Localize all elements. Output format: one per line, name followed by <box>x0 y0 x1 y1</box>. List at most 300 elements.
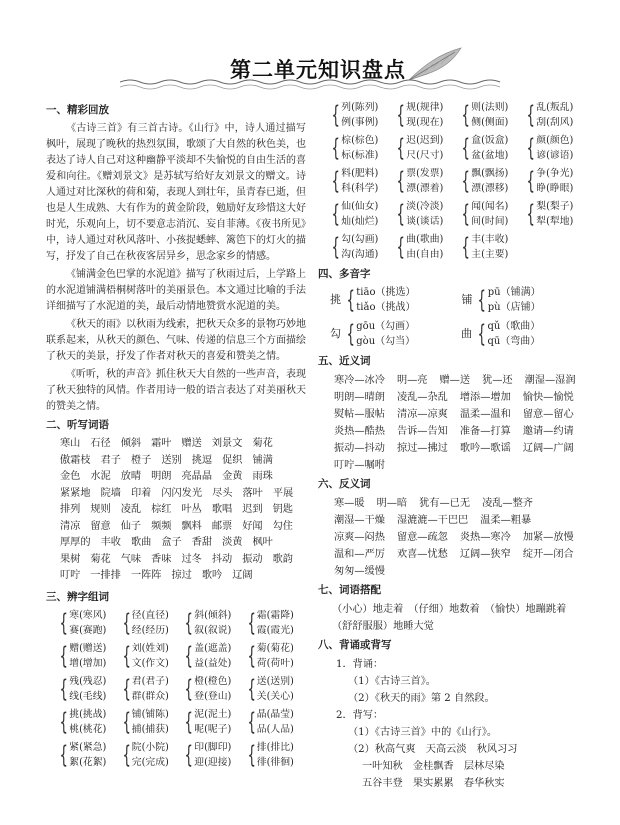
brace-icon: { <box>396 233 405 261</box>
dictation-word: 棕红 <box>151 504 172 515</box>
synonym-list <box>318 372 588 474</box>
char-pair-word: 霜(霜降) <box>256 609 294 621</box>
dictation-word: 石径 <box>90 438 111 449</box>
char-pair <box>328 166 393 196</box>
brace-icon: { <box>121 707 131 736</box>
collocation-line: （小心）地走着 （仔细）地数着 （愉快）地蹦跳着 <box>332 604 567 615</box>
char-pair-grid-left <box>46 608 306 770</box>
char-pair-word: 淡(冷淡) <box>406 201 444 212</box>
review-paragraph: 《古诗三首》有三首古诗。《山行》中，诗人通过描写枫叶，展现了晚秋的热烈氛围，歌颂了大自然的秋色美，也表达了诗人自己对这种幽静平淡却不失愉悦的自由生活的喜爱和向往。《赠刘景文》是苏轼写给好友刘景文的赠文。诗人通过对比深秋的荷和菊，表现人到壮年，虽青春已逝，但也是人生成熟、大有作为的黄金阶段，勉励好友珍惜这大好时光，乐观向上，切不要意志消沉、妄自菲薄。《夜书所见》中，诗人通过对秋风落叶、小孩捉蟋蟀、篱笆下的灯火的描写，抒发了自己在秋夜客居异乡，思念家乡的情感。 <box>46 123 306 262</box>
char-pair <box>244 641 307 671</box>
char-pair-word: 桃(桃花) <box>69 723 107 735</box>
brace-icon: { <box>59 674 68 703</box>
polyphone-char: 勾 <box>330 327 341 340</box>
char-pair-items <box>341 133 378 163</box>
char-pair-items <box>194 641 231 671</box>
char-pair-word: 由(自由) <box>406 249 444 260</box>
char-pair-word: 争(争光) <box>536 168 574 179</box>
recite-item: （1）《古诗三首》。 <box>348 676 436 687</box>
dictation-word: 铺满 <box>252 454 273 466</box>
brace-icon: { <box>246 608 256 637</box>
dictation-word: 橙子 <box>130 454 152 466</box>
dictation-word: 赠送 <box>181 438 202 449</box>
char-pair-word: 丰(丰收) <box>471 234 509 245</box>
char-pair-word: 谈(谈话) <box>406 216 444 227</box>
brace-icon: { <box>246 674 256 703</box>
brace-icon: { <box>246 641 256 670</box>
dictation-word: 淡黄 <box>222 537 243 548</box>
char-pair <box>181 608 244 638</box>
char-pair <box>393 100 458 130</box>
char-pair-word: 荷(荷叶) <box>256 657 294 669</box>
char-pair-word: 料(肥料) <box>341 168 379 179</box>
char-pair-word: 寒(寒风) <box>69 609 107 621</box>
dictation-word: 明朗 <box>151 471 172 482</box>
write-item: （2）秋高气爽 天高云淡 秋风习习 <box>348 744 518 755</box>
char-pair-word: 刮(刮风) <box>536 117 574 128</box>
char-pair-word: 捕(捕获) <box>131 723 169 735</box>
char-pair-items <box>132 674 169 704</box>
char-pair <box>119 608 182 638</box>
char-pair-word: 睁(睁眼) <box>536 183 574 194</box>
char-pair-items <box>194 740 231 770</box>
dictation-word: 抖动 <box>211 553 233 565</box>
antonym-list <box>318 495 588 580</box>
char-pair-items <box>536 166 573 196</box>
section-heading-review: 一、精彩回放 <box>46 104 109 116</box>
char-pair-items <box>69 674 106 704</box>
dictation-word: 菊花 <box>252 438 273 449</box>
antonym-pair: 潮湿—干燥 <box>334 515 385 526</box>
review-paragraph: 《秋天的雨》以秋雨为线索，把秋天众多的景物巧妙地联系起来，从秋天的颜色、气味、传递的信息三个方面描绘了秋天的美景，抒发了作者对秋天的喜爱和赞美之情。 <box>46 319 306 362</box>
brace-icon: { <box>461 101 470 129</box>
dictation-word: 霜叶 <box>151 438 172 449</box>
polyphone-readings <box>487 319 540 349</box>
char-pair-word: 主(主要) <box>471 249 509 260</box>
char-pair-word: 迎(迎接) <box>194 756 232 768</box>
char-pair-word: 关(关心) <box>256 690 294 702</box>
dictation-word: 闪闪发光 <box>161 487 203 499</box>
char-pair-word: 送(送别) <box>256 675 294 687</box>
synonym-pair: 振动—抖动 <box>334 443 385 454</box>
char-pair-word: 斜(倾斜) <box>194 609 232 621</box>
char-pair-word: 盒(饭盒) <box>471 135 509 146</box>
brace-icon: { <box>184 608 193 637</box>
char-pair <box>56 674 119 704</box>
polyphone-readings <box>488 285 541 315</box>
dictation-word: 香甜 <box>191 537 213 548</box>
brace-icon: { <box>246 707 256 736</box>
brace-icon: { <box>331 233 340 261</box>
char-pair-word: 院(小院) <box>131 741 169 753</box>
synonym-pair: 邀请—约请 <box>522 426 574 437</box>
char-pair-word: 票(发票) <box>406 168 444 179</box>
char-pair-word: 则(法则) <box>471 102 509 113</box>
antonym-pair: 温和—严厉 <box>334 549 385 560</box>
char-pair-word: 乱(叛乱) <box>536 102 574 113</box>
char-pair-word: 棕(棕色) <box>341 135 379 146</box>
polyphone-char: 曲 <box>461 327 473 340</box>
antonym-pair: 寒—暖 <box>334 498 365 509</box>
review-paragraph: 《听听，秋的声音》抓住秋天大自然的一些声音，表现了秋天独特的风情。作者用诗一般的语言表达了对美丽秋天的赞美之情。 <box>46 369 306 412</box>
char-pair-word: 叙(叙说) <box>194 624 232 636</box>
char-pair-word: 规(规律) <box>406 102 444 113</box>
brace-icon: { <box>396 167 405 195</box>
char-pair-word: 列(陈列) <box>341 102 379 113</box>
char-pair-items <box>536 100 573 130</box>
dictation-word: 清凉 <box>60 520 81 532</box>
char-pair <box>181 707 244 737</box>
synonym-pair: 告诉—告知 <box>396 426 448 437</box>
polyphone-char: 铺 <box>461 293 473 306</box>
dictation-word: 菊花 <box>90 553 111 565</box>
dictation-word: 平展 <box>272 487 294 499</box>
char-pair-items <box>257 608 294 638</box>
polyphone-reading: pū（铺满） <box>487 287 541 298</box>
char-pair-items <box>471 199 508 229</box>
recite-item: （2）《秋天的雨》第 2 自然段。 <box>348 693 495 704</box>
brace-icon: { <box>526 134 535 162</box>
char-pair-word: 絮(花絮) <box>69 756 107 768</box>
char-pair <box>244 707 307 737</box>
dictation-word: 一排排 <box>90 570 121 581</box>
char-pair-word: 曲(歌曲) <box>406 234 444 245</box>
char-pair-word: 标(标准) <box>341 150 379 161</box>
char-pair-items <box>406 232 443 262</box>
char-pair <box>393 166 458 196</box>
brace-icon: { <box>526 200 535 228</box>
brace-icon: { <box>331 134 340 162</box>
brace-icon: { <box>184 740 193 769</box>
brace-icon: { <box>461 167 470 195</box>
synonym-pair: 炎热—酷热 <box>334 426 385 437</box>
char-pair-word: 颜(颜色) <box>536 135 574 146</box>
char-pair-items <box>194 608 231 638</box>
char-pair-items <box>341 199 378 229</box>
char-pair <box>328 232 393 262</box>
char-pair <box>523 199 588 229</box>
char-pair <box>181 641 244 671</box>
char-pair-word: 泥(泥土) <box>194 708 232 720</box>
dictation-word: 气味 <box>120 553 142 565</box>
char-pair <box>458 133 523 163</box>
polyphone-item <box>461 319 540 349</box>
char-pair-word: 仙(仙女) <box>341 201 379 212</box>
dictation-word: 傲霜枝 <box>60 454 91 466</box>
brace-icon: { <box>526 101 535 129</box>
dictation-word: 规则 <box>90 504 111 515</box>
brace-icon: { <box>346 286 355 314</box>
polyphone-reading: tiǎo（挑战） <box>356 302 416 313</box>
char-pair-word: 群(群众) <box>131 690 169 702</box>
char-pair <box>523 100 588 130</box>
antonym-pair: 凌乱—整齐 <box>482 498 533 509</box>
dictation-word: 歌吟 <box>201 570 223 581</box>
char-pair-word: 晶(晶莹) <box>256 708 294 720</box>
char-pair <box>119 707 182 737</box>
char-pair-word: 沟(沟通) <box>341 249 379 260</box>
dictation-word: 印着 <box>130 487 152 499</box>
brace-icon: { <box>121 740 131 769</box>
dictation-word: 院墙 <box>100 487 121 499</box>
polyphone-item <box>461 285 540 315</box>
brace-icon: { <box>59 641 68 670</box>
dictation-word: 邮票 <box>211 520 233 532</box>
brace-icon: { <box>331 101 340 129</box>
dictation-word: 过冬 <box>181 553 202 565</box>
brace-icon: { <box>331 200 340 228</box>
char-pair-word: 赛(赛跑) <box>69 624 107 636</box>
dictation-word: 促织 <box>222 454 243 466</box>
synonym-pair: 歌吟—歌谣 <box>459 443 511 454</box>
polyphone-row <box>318 285 588 315</box>
char-pair-items <box>132 740 169 770</box>
synonym-pair: 明—亮 <box>396 375 428 386</box>
dictation-word: 紧紧地 <box>60 487 91 499</box>
dictation-word: 刘景文 <box>211 438 243 449</box>
char-pair-word: 文(作文) <box>131 657 169 669</box>
char-pair-items <box>194 674 231 704</box>
synonym-pair: 增添—增加 <box>459 392 511 403</box>
brace-icon: { <box>396 200 405 228</box>
dictation-word: 掠过 <box>171 570 192 581</box>
brace-icon: { <box>121 641 131 670</box>
char-pair-word: 飘(飘扬) <box>471 168 509 179</box>
char-pair <box>393 133 458 163</box>
dictation-word: 飘料 <box>181 520 202 532</box>
synonym-pair: 叮咛—嘱咐 <box>334 460 385 471</box>
synonym-pair: 熨帖—服帖 <box>334 409 385 420</box>
section-heading-polyphones: 四、多音字 <box>318 268 371 280</box>
char-pair <box>328 100 393 130</box>
polyphone-char: 挑 <box>330 293 341 306</box>
char-pair <box>119 674 182 704</box>
antonym-pair: 凉爽—闷热 <box>334 532 385 543</box>
char-pair-word: 铺(铺陈) <box>131 708 169 720</box>
brace-icon: { <box>121 608 131 637</box>
brace-icon: { <box>477 286 487 314</box>
char-pair <box>393 199 458 229</box>
dictation-word: 振动 <box>242 553 263 565</box>
char-pair <box>393 232 458 262</box>
antonym-pair: 留意—疏忽 <box>396 532 448 543</box>
dictation-word: 钥匙 <box>272 504 293 515</box>
dictation-word: 金色 <box>60 471 81 482</box>
write-item: 五谷丰登 果实累累 春华秋实 <box>362 778 505 789</box>
char-pair-word: 霞(霞光) <box>256 624 294 636</box>
char-pair <box>181 740 244 770</box>
brace-icon: { <box>461 200 470 228</box>
char-pair-word: 科(科学) <box>341 183 379 194</box>
section-heading-synonyms: 五、近义词 <box>318 355 371 367</box>
char-pair-word: 漂(漂移) <box>471 183 509 194</box>
char-pair-word: 印(脚印) <box>194 741 232 753</box>
char-pair-word: 勾(勾画) <box>341 234 379 245</box>
section-heading-char-pairs: 三、辨字组词 <box>46 590 109 603</box>
char-pair-word: 尺(尺寸) <box>406 150 444 161</box>
polyphone-reading: pù（店铺） <box>487 302 541 313</box>
synonym-pair: 辽阔—广阔 <box>522 443 574 454</box>
antonym-pair: 辽阔—狭窄 <box>459 549 511 560</box>
char-pair-word: 灿(灿烂) <box>341 216 379 227</box>
char-pair-word: 橙(橙色) <box>194 675 232 687</box>
char-pair <box>244 608 307 638</box>
char-pair-items <box>257 674 294 704</box>
brace-icon: { <box>59 608 68 637</box>
brace-icon: { <box>246 740 256 769</box>
brace-icon: { <box>331 167 340 195</box>
section-heading-collocations: 七、词语搭配 <box>318 584 381 596</box>
char-pair <box>523 133 588 163</box>
char-pair <box>119 641 182 671</box>
char-pair-items <box>471 166 508 196</box>
char-pair-word: 闻(闻名) <box>471 201 509 212</box>
char-pair-items <box>132 641 169 671</box>
char-pair <box>56 641 119 671</box>
char-pair-items <box>406 100 443 130</box>
dictation-word: 亮晶晶 <box>181 471 213 482</box>
char-pair <box>56 740 119 770</box>
synonym-pair: 赠—送 <box>439 375 471 386</box>
char-pair-items <box>257 707 294 737</box>
char-pair-items <box>257 641 294 671</box>
char-pair-word: 赠(赠送) <box>69 642 107 654</box>
dictation-word: 金黄 <box>222 471 243 482</box>
dictation-word: 迟到 <box>242 504 263 515</box>
char-pair-word: 漂(漂着) <box>406 183 444 194</box>
dictation-word-list <box>46 436 306 585</box>
antonym-pair: 炎热—寒冷 <box>459 532 511 543</box>
char-pair-word: 挑(挑战) <box>69 708 107 720</box>
brace-icon: { <box>396 101 405 129</box>
dictation-word: 歌韵 <box>272 553 293 565</box>
char-pair-word: 盖(遮盖) <box>194 642 232 654</box>
char-pair-word: 呢(呢子) <box>194 723 232 735</box>
dictation-word: 辽阔 <box>232 570 253 581</box>
char-pair-items <box>471 133 508 163</box>
section-heading-dictation: 二、听写词语 <box>46 419 109 431</box>
dictation-word: 倾斜 <box>120 438 142 449</box>
dictation-word: 留意 <box>90 520 111 532</box>
dictation-word: 叮咛 <box>60 570 81 581</box>
char-pair-word: 梨(梨子) <box>536 201 574 212</box>
char-pair <box>328 199 393 229</box>
char-pair-word: 径(直径) <box>131 609 169 621</box>
char-pair-items <box>194 707 231 737</box>
char-pair <box>244 740 307 770</box>
char-pair-word: 益(益处) <box>194 657 232 669</box>
char-pair-word: 排(排比) <box>256 741 294 753</box>
polyphone-item <box>330 285 415 315</box>
polyphone-item <box>330 319 415 349</box>
char-pair-items <box>406 166 443 196</box>
char-pair <box>244 674 307 704</box>
dictation-word: 落叶 <box>242 487 263 499</box>
dictation-word: 排列 <box>60 504 81 515</box>
brace-icon: { <box>121 674 131 703</box>
dictation-word: 勾住 <box>272 520 293 532</box>
write-subheading: 2．背写： <box>336 710 384 721</box>
dictation-word: 盒子 <box>161 537 182 548</box>
synonym-pair: 愉快—愉悦 <box>522 392 574 403</box>
char-pair-items <box>471 100 508 130</box>
polyphone-row <box>318 319 588 349</box>
char-pair-items <box>341 232 378 262</box>
char-pair-items <box>341 166 378 196</box>
antonym-pair: 欢喜—忧愁 <box>396 549 448 560</box>
dictation-word: 挑逗 <box>191 454 213 466</box>
char-pair-items <box>69 641 106 671</box>
antonym-pair: 湿漉漉—干巴巴 <box>396 515 469 526</box>
dictation-word: 一阵阵 <box>130 570 162 581</box>
synonym-pair: 清凉—凉爽 <box>396 409 448 420</box>
char-pair-word: 紧(紧急) <box>69 741 107 753</box>
synonym-pair: 留意—留心 <box>522 409 574 420</box>
dictation-word: 雨珠 <box>252 471 273 482</box>
char-pair-grid-right <box>318 100 588 262</box>
synonym-pair: 潮湿—湿润 <box>524 375 576 386</box>
antonym-pair: 明—暗 <box>376 498 408 509</box>
polyphone-reading: tiāo（挑选） <box>356 287 416 298</box>
dictation-word: 水泥 <box>90 471 111 482</box>
antonym-pair: 温柔—粗暴 <box>480 515 532 526</box>
review-paragraph: 《铺满金色巴掌的水泥道》描写了秋雨过后，上学路上的水泥道铺满梧桐树落叶的美丽景色。本文通过比喻的手法详细描写了水泥道的美，最后动情地赞赏水泥道的美。 <box>46 269 306 312</box>
section-heading-recitation: 八、背诵或背写 <box>318 639 392 651</box>
dictation-word: 尽头 <box>212 487 233 499</box>
right-column <box>318 100 588 792</box>
write-item: （1）《古诗三首》中的《山行》。 <box>348 727 498 738</box>
section-heading-antonyms: 六、反义词 <box>318 478 371 490</box>
collocation-line: （舒舒服服）地睡大觉 <box>332 621 434 632</box>
char-pair <box>458 199 523 229</box>
char-pair-items <box>69 740 106 770</box>
char-pair-word: 经(经历) <box>131 624 169 636</box>
char-pair-word: 犁(犁地) <box>536 216 574 227</box>
synonym-pair: 寒冷—冰冷 <box>334 375 385 386</box>
char-pair-items <box>132 608 169 638</box>
char-pair-word: 盆(盆地) <box>471 150 509 161</box>
brace-icon: { <box>477 320 486 348</box>
write-item: 一叶知秋 金桂飘香 层林尽染 <box>362 761 505 772</box>
left-column <box>46 100 306 770</box>
brace-icon: { <box>461 134 470 162</box>
char-pair-word: 迟(迟到) <box>406 135 444 146</box>
dictation-word: 果树 <box>60 553 81 565</box>
brace-icon: { <box>526 167 535 195</box>
dictation-word: 叶丛 <box>181 504 202 515</box>
char-pair-word: 例(事例) <box>341 117 379 128</box>
title-banner <box>0 40 620 90</box>
dictation-word: 歌唱 <box>211 504 233 515</box>
char-pair-items <box>536 133 573 163</box>
polyphone-reading: gōu（勾画） <box>356 321 416 332</box>
antonym-pair: 加紧—放慢 <box>522 532 574 543</box>
char-pair-word: 侧(侧面) <box>471 117 509 128</box>
synonym-pair: 凌乱—杂乱 <box>396 392 448 403</box>
dictation-word: 凌乱 <box>120 504 142 515</box>
char-pair <box>181 674 244 704</box>
char-pair-word: 品(人品) <box>256 723 294 735</box>
dictation-word: 频频 <box>151 520 172 532</box>
char-pair <box>523 166 588 196</box>
char-pair-items <box>341 100 378 130</box>
dictation-word: 送别 <box>161 454 182 466</box>
synonym-pair: 准备—打算 <box>459 426 511 437</box>
synonym-pair: 温柔—温和 <box>459 409 511 420</box>
char-pair-word: 刘(姓刘) <box>131 642 169 654</box>
brace-icon: { <box>184 641 193 670</box>
brace-icon: { <box>184 707 193 736</box>
